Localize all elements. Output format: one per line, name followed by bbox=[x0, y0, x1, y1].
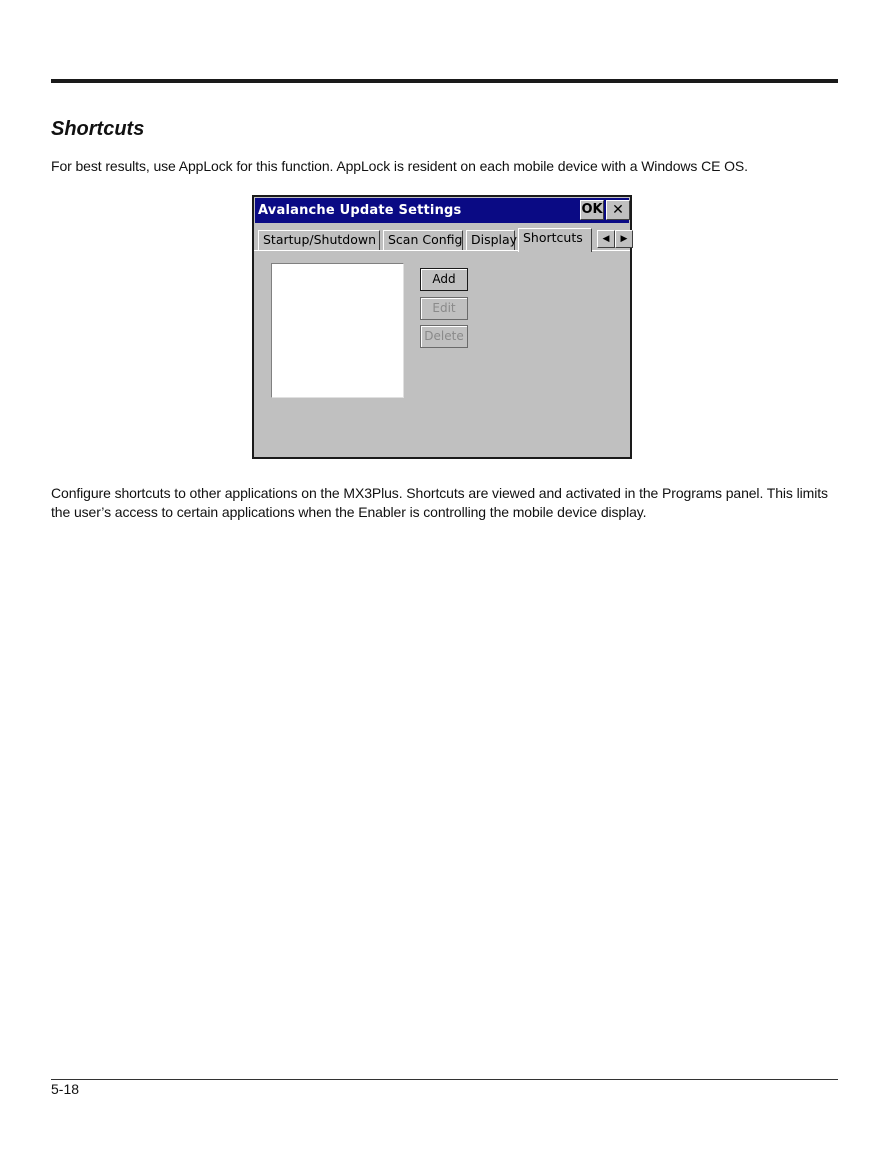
add-button[interactable]: Add bbox=[420, 268, 468, 291]
close-icon[interactable]: ✕ bbox=[606, 200, 630, 220]
ok-button[interactable]: OK bbox=[580, 200, 604, 220]
tab-shortcuts[interactable]: Shortcuts bbox=[518, 228, 592, 252]
tab-startup-shutdown[interactable]: Startup/Shutdown bbox=[258, 230, 380, 250]
delete-button[interactable]: Delete bbox=[420, 325, 468, 348]
description-paragraph: Configure shortcuts to other applications on the MX3Plus. Shortcuts are viewed and activated in the Programs panel. This limits the user’s access to certain applications when the Enabler is controlling the mobile device display. bbox=[51, 485, 828, 520]
dialog-titlebar bbox=[255, 198, 629, 223]
tab-scan-config[interactable]: Scan Config bbox=[383, 230, 463, 250]
shortcuts-listbox[interactable] bbox=[271, 263, 404, 398]
page-number: 5-18 bbox=[51, 1081, 80, 1097]
tab-display[interactable]: Display bbox=[466, 230, 515, 250]
edit-button[interactable]: Edit bbox=[420, 297, 468, 320]
header-rule bbox=[51, 79, 838, 83]
tab-scroll-right-icon[interactable]: ▶ bbox=[615, 230, 633, 248]
tab-scroll-left-icon[interactable]: ◀ bbox=[597, 230, 615, 248]
footer-rule bbox=[51, 1079, 838, 1080]
avalanche-settings-dialog bbox=[252, 195, 632, 459]
intro-paragraph: For best results, use AppLock for this function. AppLock is resident on each mobile device with a Windows CE OS. bbox=[51, 158, 748, 174]
tab-strip bbox=[258, 228, 632, 250]
dialog-title: Avalanche Update Settings bbox=[258, 203, 462, 218]
section-heading: Shortcuts bbox=[51, 118, 145, 140]
